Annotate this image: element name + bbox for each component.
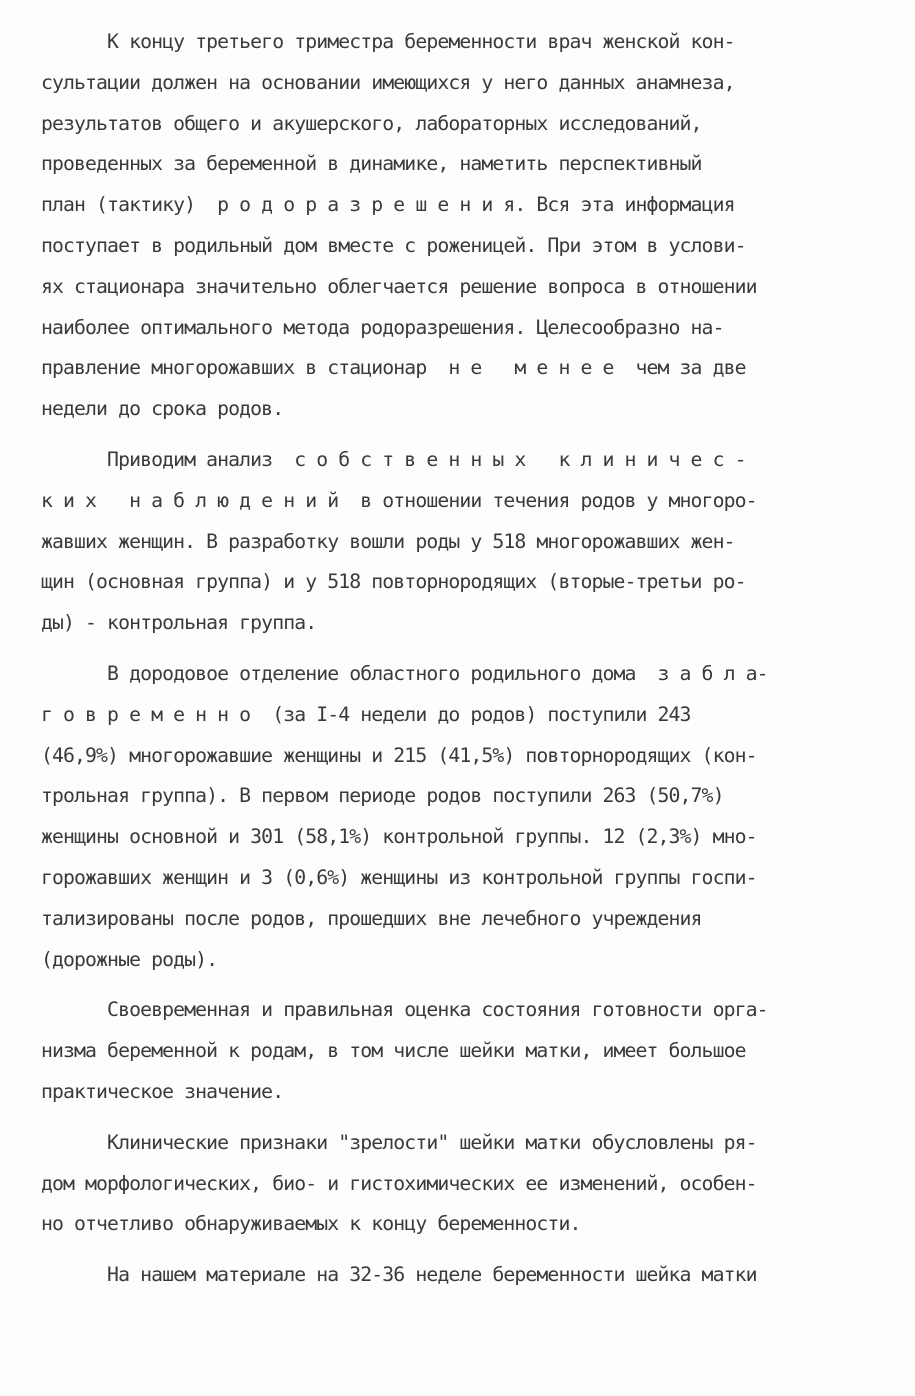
paragraph-gap [41, 430, 877, 440]
paragraph-4 [41, 990, 877, 1112]
text-line: сультации должен на основании имеющихся у него данных анамнеза, [41, 70, 735, 94]
text-line: Приводим анализ с о б с т в е н н ы х к л и н и ч е с - [41, 447, 746, 471]
text-line: план (тактику) р о д о р а з р е ш е н и я. Вся эта информация [41, 193, 735, 217]
text-line: результатов общего и акушерского, лабораторных исследований, [41, 111, 702, 135]
text-line: практическое значение. [41, 1079, 284, 1103]
paragraph-gap [41, 980, 877, 990]
text-line: жавших женщин. В разработку вошли роды у 518 многорожавших жен- [41, 529, 735, 553]
text-line: Клинические признаки "зрелости" шейки матки обусловлены ря- [41, 1130, 757, 1154]
text-line: низма беременной к родам, в том числе шейки матки, имеет большое [41, 1039, 746, 1063]
text-line: Своевременная и правильная оценка состояния готовности орга- [41, 998, 768, 1022]
text-line: женщины основной и 301 (58,1%) контрольной группы. 12 (2,3%) мно- [41, 825, 757, 849]
text-line: правление многорожавших в стационар н е м е н е е чем за две [41, 356, 746, 380]
paragraph-1 [41, 22, 877, 430]
paragraph-gap [41, 1113, 877, 1123]
text-line: дом морфологических, био- и гистохимических ее изменений, особен- [41, 1171, 757, 1195]
text-line: ды) - контрольная группа. [41, 611, 317, 635]
paragraph-2 [41, 440, 877, 644]
text-line: поступает в родильный дом вместе с роженицей. При этом в услови- [41, 233, 746, 257]
text-line: наиболее оптимального метода родоразрешения. Целесообразно на- [41, 315, 724, 339]
text-line: горожавших женщин и 3 (0,6%) женщины из контрольной группы госпи- [41, 865, 757, 889]
text-line: (дорожные роды). [41, 947, 218, 971]
text-line: проведенных за беременной в динамике, наметить перспективный [41, 152, 702, 176]
document-body [41, 22, 877, 1296]
text-line: недели до срока родов. [41, 397, 284, 421]
text-line: К концу третьего триместра беременности врач женской кон- [41, 30, 735, 53]
text-line: В дородовое отделение областного родильного дома з а б л а- [41, 661, 768, 685]
text-line: (46,9%) многорожавшие женщины и 215 (41,5%) повторнородящих (кон- [41, 743, 757, 767]
text-line: к и х н а б л ю д е н и й в отношении течения родов у многоро- [41, 488, 757, 512]
paragraph-5 [41, 1123, 877, 1245]
paragraph-3 [41, 654, 877, 980]
paragraph-6 [41, 1255, 877, 1296]
paragraph-gap [41, 1245, 877, 1255]
text-line: щин (основная группа) и у 518 повторнородящих (вторые-третьи ро- [41, 570, 746, 594]
text-line: ях стационара значительно облегчается решение вопроса в отношении [41, 274, 757, 298]
text-line: г о в р е м е н н о (за I-4 недели до родов) поступили 243 [41, 702, 691, 726]
text-line: трольная группа). В первом периоде родов поступили 263 (50,7%) [41, 784, 724, 808]
text-line: На нашем материале на 32-36 неделе беременности шейка матки [41, 1263, 757, 1287]
text-line: тализированы после родов, прошедших вне лечебного учреждения [41, 906, 702, 930]
text-line: но отчетливо обнаруживаемых к концу беременности. [41, 1212, 581, 1236]
paragraph-gap [41, 644, 877, 654]
